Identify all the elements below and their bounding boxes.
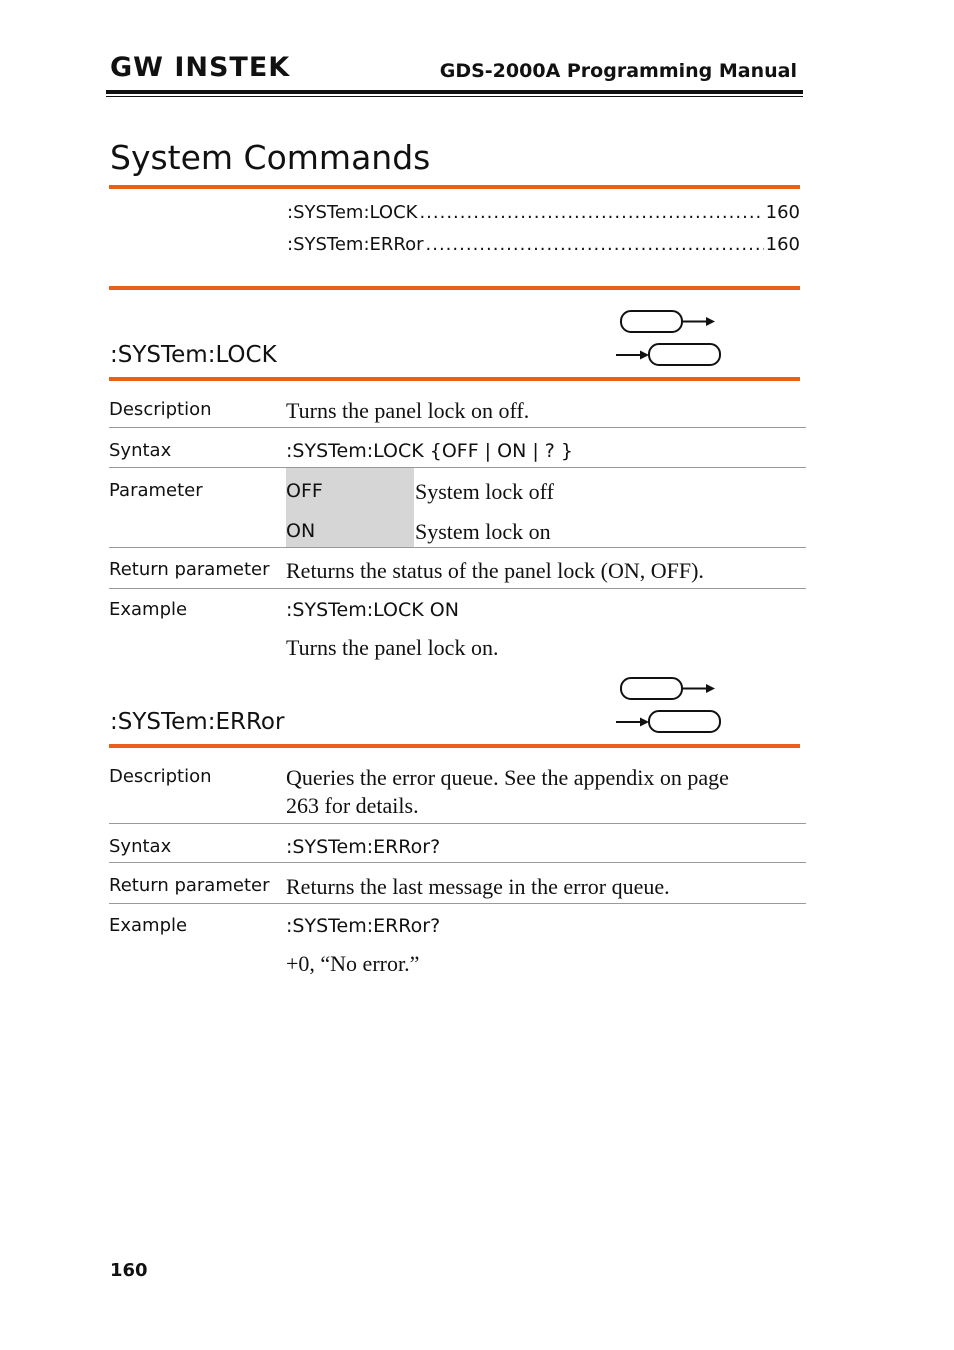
description-text: Queries the error queue. See the appendix on page: [286, 765, 729, 790]
parameter-name: OFF: [286, 480, 323, 502]
row-divider: [109, 547, 806, 548]
chapter-title: System Commands: [110, 138, 431, 177]
chapter-rule: [109, 185, 800, 189]
toc-leader-dots: [419, 199, 763, 227]
toc-entry[interactable]: [287, 231, 800, 259]
example-label: Example: [109, 915, 188, 936]
manual-title: GDS-2000A Programming Manual: [439, 60, 797, 82]
return-text: Returns the status of the panel lock (ON, OFF).: [286, 558, 704, 583]
row-divider: [109, 823, 806, 824]
parameter-meaning: System lock on: [415, 519, 551, 544]
query-command-icon: [616, 711, 720, 732]
toc-leader-dots: [426, 231, 764, 259]
toc-entry[interactable]: [287, 199, 800, 227]
section-rule: [109, 377, 800, 381]
toc-entry-command: :SYSTem:LOCK: [287, 202, 418, 223]
set-query-command-icon: [615, 675, 723, 739]
page-number: 160: [110, 1260, 148, 1281]
section-rule: [109, 744, 800, 748]
row-divider: [109, 467, 806, 468]
row-divider: [109, 862, 806, 863]
example-text: +0, “No error.”: [286, 951, 420, 976]
syntax-label: Syntax: [109, 440, 172, 461]
command-title-lock: :SYSTem:LOCK: [110, 342, 277, 368]
toc-bottom-rule: [109, 286, 800, 290]
command-title-error: :SYSTem:ERRor: [110, 709, 285, 735]
toc-entry-page: 160: [765, 234, 800, 255]
set-command-icon: [621, 311, 715, 332]
set-command-icon: [621, 678, 715, 699]
parameter-meaning: System lock off: [415, 479, 554, 504]
syntax-text: :SYSTem:LOCK {OFF | ON | ? }: [286, 440, 573, 462]
description-text: 263 for details.: [286, 793, 419, 818]
example-command: :SYSTem:ERRor?: [286, 915, 441, 937]
query-command-icon: [616, 344, 720, 365]
parameter-label: Parameter: [109, 480, 203, 501]
row-divider: [109, 427, 806, 428]
syntax-text: :SYSTem:ERRor?: [286, 836, 441, 858]
toc-entry-page: 160: [765, 202, 800, 223]
parameter-name: ON: [286, 520, 316, 542]
description-label: Description: [109, 766, 212, 787]
description-text: Turns the panel lock on off.: [286, 398, 530, 423]
description-label: Description: [109, 399, 212, 420]
toc-entry-command: :SYSTem:ERRor: [287, 234, 424, 255]
return-text: Returns the last message in the error queue.: [286, 874, 670, 899]
gw-instek-logo: GW INSTEK: [110, 52, 291, 83]
syntax-label: Syntax: [109, 836, 172, 857]
header-rule-thin: [106, 96, 803, 97]
set-query-command-icon: [615, 308, 723, 372]
header-rule: [106, 90, 803, 94]
example-command: :SYSTem:LOCK ON: [286, 599, 459, 621]
return-label: Return parameter: [109, 875, 270, 896]
return-label: Return parameter: [109, 559, 270, 580]
row-divider: [109, 588, 806, 589]
example-text: Turns the panel lock on.: [286, 635, 499, 660]
example-label: Example: [109, 599, 188, 620]
row-divider: [109, 903, 806, 904]
